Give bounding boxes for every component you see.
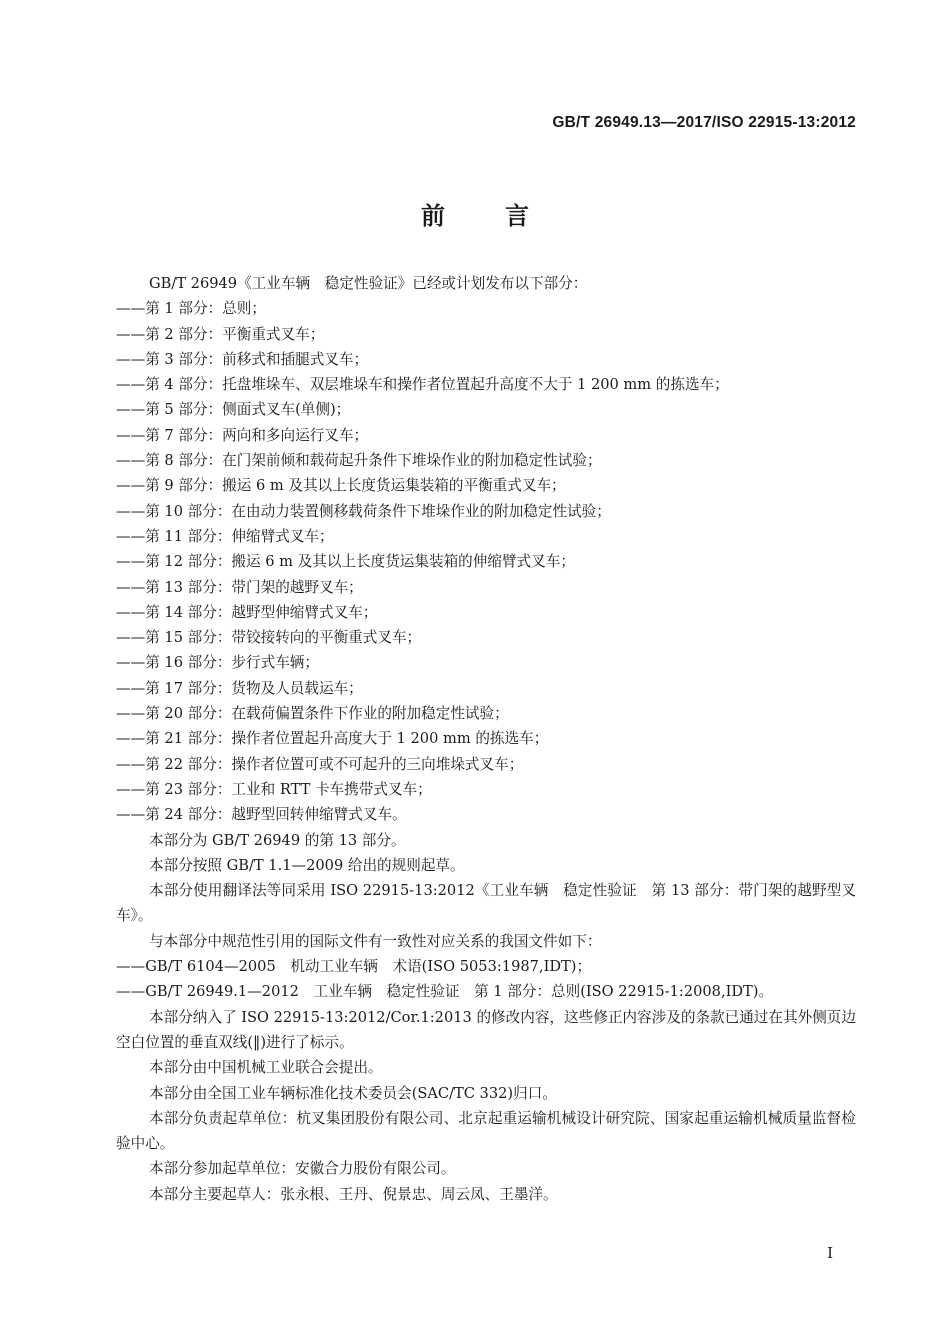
- part-item: ——第 17 部分：货物及人员载运车；: [116, 679, 363, 697]
- centralized-by-paragraph: 本部分由全国工业车辆标准化技术委员会(SAC/TC 332)归口。: [149, 1084, 557, 1102]
- part-item: ——第 24 部分：越野型回转伸缩臂式叉车。: [116, 806, 407, 824]
- participating-unit-paragraph: 本部分参加起草单位：安徽合力股份有限公司。: [149, 1160, 456, 1178]
- part-item: ——第 7 部分：两向和多向运行叉车；: [116, 426, 369, 444]
- part-item: ——第 16 部分：步行式车辆；: [116, 654, 319, 672]
- part-item: ——第 22 部分：操作者位置可或不可起升的三向堆垛式叉车；: [116, 755, 524, 773]
- foreword-body: [116, 271, 856, 1207]
- part-item: ——第 12 部分：搬运 6 m 及其以上长度货运集装箱的伸缩臂式叉车；: [116, 553, 575, 571]
- part-item: ——第 9 部分：搬运 6 m 及其以上长度货运集装箱的平衡重式叉车；: [116, 477, 566, 495]
- translation-paragraph: 本部分使用翻译法等同采用 ISO 22915-13:2012《工业车辆 稳定性验证 第 13 部分：带门架的越野型叉车》。: [116, 882, 856, 925]
- part-item: ——第 21 部分：操作者位置起升高度大于 1 200 mm 的拣选车；: [116, 730, 549, 748]
- drafting-units-paragraph: 本部分负责起草单位：杭叉集团股份有限公司、北京起重运输机械设计研究院、国家起重运输机械质量监督检验中心。: [116, 1109, 856, 1153]
- consistency-doc-item: ——GB/T 6104—2005 机动工业车辆 术语(ISO 5053:1987,IDT)；: [116, 958, 592, 976]
- part-item: ——第 23 部分：工业和 RTT 卡车携带式叉车；: [116, 780, 432, 798]
- intro-paragraph: GB/T 26949《工业车辆 稳定性验证》已经或计划发布以下部分：: [149, 275, 588, 292]
- drafting-rules-paragraph: 本部分按照 GB/T 1.1—2009 给出的规则起草。: [149, 856, 465, 874]
- part-item: ——第 2 部分：平衡重式叉车；: [116, 325, 325, 343]
- part-item: ——第 13 部分：带门架的越野叉车；: [116, 578, 363, 596]
- page-number: I: [827, 1244, 833, 1262]
- consistency-doc-item: ——GB/T 26949.1—2012 工业车辆 稳定性验证 第 1 部分：总则(ISO 22915-1:2008,IDT)。: [116, 983, 774, 1001]
- part-item: ——第 10 部分：在由动力装置侧移载荷条件下堆垛作业的附加稳定性试验；: [116, 502, 611, 520]
- part-item: ——第 14 部分：越野型伸缩臂式叉车；: [116, 603, 378, 621]
- page-title: 前言: [421, 202, 589, 230]
- part-item: ——第 5 部分：侧面式叉车(单侧)；: [116, 401, 351, 419]
- part-item: ——第 4 部分：托盘堆垛车、双层堆垛车和操作者位置起升高度不大于 1 200 mm 的拣选车；: [116, 376, 729, 394]
- parts-list: [116, 296, 856, 827]
- part-item: ——第 11 部分：伸缩臂式叉车；: [116, 527, 334, 545]
- part-item: ——第 8 部分：在门架前倾和载荷起升条件下堆垛作业的附加稳定性试验；: [116, 452, 602, 470]
- part-item: ——第 3 部分：前移式和插腿式叉车；: [116, 350, 369, 368]
- part-item: ——第 20 部分：在载荷偏置条件下作业的附加稳定性试验；: [116, 705, 509, 723]
- part-of-paragraph: 本部分为 GB/T 26949 的第 13 部分。: [149, 831, 406, 849]
- corrigendum-paragraph: 本部分纳入了 ISO 22915-13:2012/Cor.1:2013 的修改内容，这些修正内容涉及的条款已通过在其外侧页边空白位置的垂直双线(‖)进行了标示。: [116, 1008, 856, 1051]
- consistency-docs-list: [116, 954, 856, 1005]
- proposed-by-paragraph: 本部分由中国机械工业联合会提出。: [149, 1059, 383, 1077]
- drafters-paragraph: 本部分主要起草人：张永根、王丹、倪景忠、周云凤、王墨洋。: [149, 1185, 558, 1203]
- part-item: ——第 1 部分：总则；: [116, 300, 266, 318]
- part-item: ——第 15 部分：带铰接转向的平衡重式叉车；: [116, 629, 422, 647]
- standard-number-header: GB/T 26949.13—2017/ISO 22915-13:2012: [552, 114, 856, 131]
- consistency-intro-paragraph: 与本部分中规范性引用的国际文件有一致性对应关系的我国文件如下：: [149, 932, 602, 950]
